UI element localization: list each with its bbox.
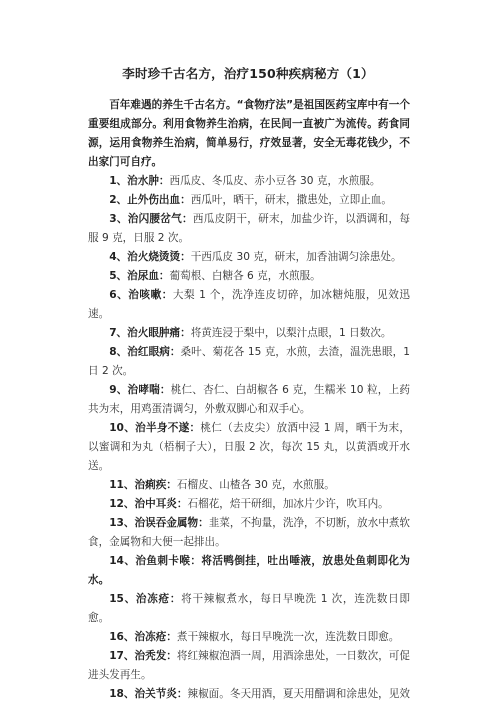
remedy-item — [88, 381, 410, 419]
remedy-heading: 5、治尿血： — [109, 270, 170, 282]
remedy-heading: 11、治痢疾： — [109, 479, 177, 491]
remedy-heading: 1、治水肿： — [109, 175, 170, 187]
remedy-heading: 2、止外伤出血： — [109, 194, 191, 206]
remedy-heading: 17、治秃发： — [109, 650, 177, 662]
remedy-text: 桃仁、杏仁、白胡椒各 6 克，生糯米 10 粒，上药共为末，用鸡蛋清调匀，外敷双脚心和双手心。 — [88, 384, 410, 415]
remedy-text: 将活鸭倒挂，吐出唾液，放患处鱼刺即化为水。 — [88, 555, 410, 586]
remedy-text: 韭菜，不拘量，洗净，不切断，放水中煮软食，金属物和大便一起排出。 — [88, 517, 411, 548]
remedy-heading: 13、治误吞金属物： — [109, 517, 209, 529]
remedy-text: 葡萄根、白糖各 6 克，水煎服。 — [169, 270, 321, 282]
remedy-item — [88, 685, 410, 704]
remedy-item — [88, 590, 410, 628]
remedy-item — [88, 495, 410, 514]
intro-paragraph: 百年难遇的养生千古名方。“食物疗法”是祖国医药宝库中有一个重要组成部分。利用食物养生治病，在民间一直被广为流传。药食同源，运用食物养生治病，简单易行，疗效显著，安全无毒花钱少，不出家门可自疗。 — [88, 99, 410, 168]
remedy-text: 将红辣椒泡酒一周，用酒涂患处，一日数次，可促进头发再生。 — [88, 650, 410, 681]
remedy-item — [88, 628, 410, 647]
remedy-item — [88, 324, 410, 343]
remedy-item — [88, 267, 410, 286]
remedy-text: 干西瓜皮 30 克，研末，加香油调匀涂患处。 — [190, 251, 402, 263]
remedy-text: 将干辣椒煮水，每日早晚洗 1 次，连洗数日即愈。 — [88, 593, 410, 624]
remedy-item — [88, 552, 410, 590]
remedy-list — [88, 172, 410, 704]
remedy-text: 煮干辣椒水，每日早晚洗一次，连洗数日即愈。 — [176, 631, 400, 643]
remedy-item — [88, 210, 410, 248]
remedy-heading: 10、治半身不遂： — [109, 422, 201, 434]
remedy-item — [88, 647, 410, 685]
remedy-heading: 14、治鱼刺卡喉： — [109, 555, 202, 567]
remedy-item — [88, 476, 410, 495]
remedy-heading: 8、治红眼病： — [109, 346, 181, 358]
remedy-heading: 16、治冻疮： — [109, 631, 177, 643]
remedy-text: 石榴花，焙干研细，加冰片少许，吹耳内。 — [187, 498, 389, 510]
remedy-text: 辣椒面。冬天用酒，夏天用醋调和涂患处，见效 — [187, 688, 410, 700]
remedy-item — [88, 191, 410, 210]
remedy-item — [88, 514, 410, 552]
remedy-text: 西瓜皮、冬瓜皮、赤小豆各 30 克，水煎服。 — [169, 175, 381, 187]
remedy-heading: 3、治闪腰岔气： — [109, 213, 193, 225]
remedy-item — [88, 248, 410, 267]
page-title: 李时珍千古名方，治疗150种疾病秘方（1） — [122, 66, 374, 81]
remedy-text: 桑叶、菊花各 15 克，水煎，去渣，温洗患眼，1 日 2 次。 — [88, 346, 410, 377]
remedy-text: 桃仁（去皮尖）放酒中浸 1 周，晒干为末，以蜜调和为丸（梧桐子大），日服 2 次，每次 15 丸，以黄酒或开水送。 — [88, 422, 410, 472]
remedy-heading: 15、治冻疮： — [109, 593, 182, 605]
remedy-item — [88, 172, 410, 191]
remedy-text: 将黄连浸于梨中，以梨汁点眼，1 日数次。 — [190, 327, 392, 339]
remedy-item — [88, 343, 410, 381]
remedy-text: 西瓜叶，晒干，研末，撒患处，立即止血。 — [190, 194, 392, 206]
remedy-text: 大梨 1 个，洗净连皮切碎，加冰糖炖服，见效迅速。 — [88, 289, 410, 320]
remedy-heading: 18、治关节炎： — [109, 688, 188, 700]
remedy-heading: 12、治中耳炎： — [109, 498, 188, 510]
remedy-heading: 9、治哮喘： — [109, 384, 171, 396]
remedy-item — [88, 419, 410, 476]
remedy-item — [88, 286, 410, 324]
remedy-heading: 7、治火眼肿痛： — [109, 327, 191, 339]
article-body — [88, 96, 410, 704]
remedy-text: 石榴皮、山楂各 30 克，水煎服。 — [176, 479, 335, 491]
remedy-heading: 4、治火烧烫烫： — [109, 251, 191, 263]
remedy-heading: 6、治咳嗽： — [109, 289, 173, 301]
remedy-text: 西瓜皮阴干，研末，加盐少许，以酒调和，每服 9 克，日服 2 次。 — [88, 213, 411, 244]
